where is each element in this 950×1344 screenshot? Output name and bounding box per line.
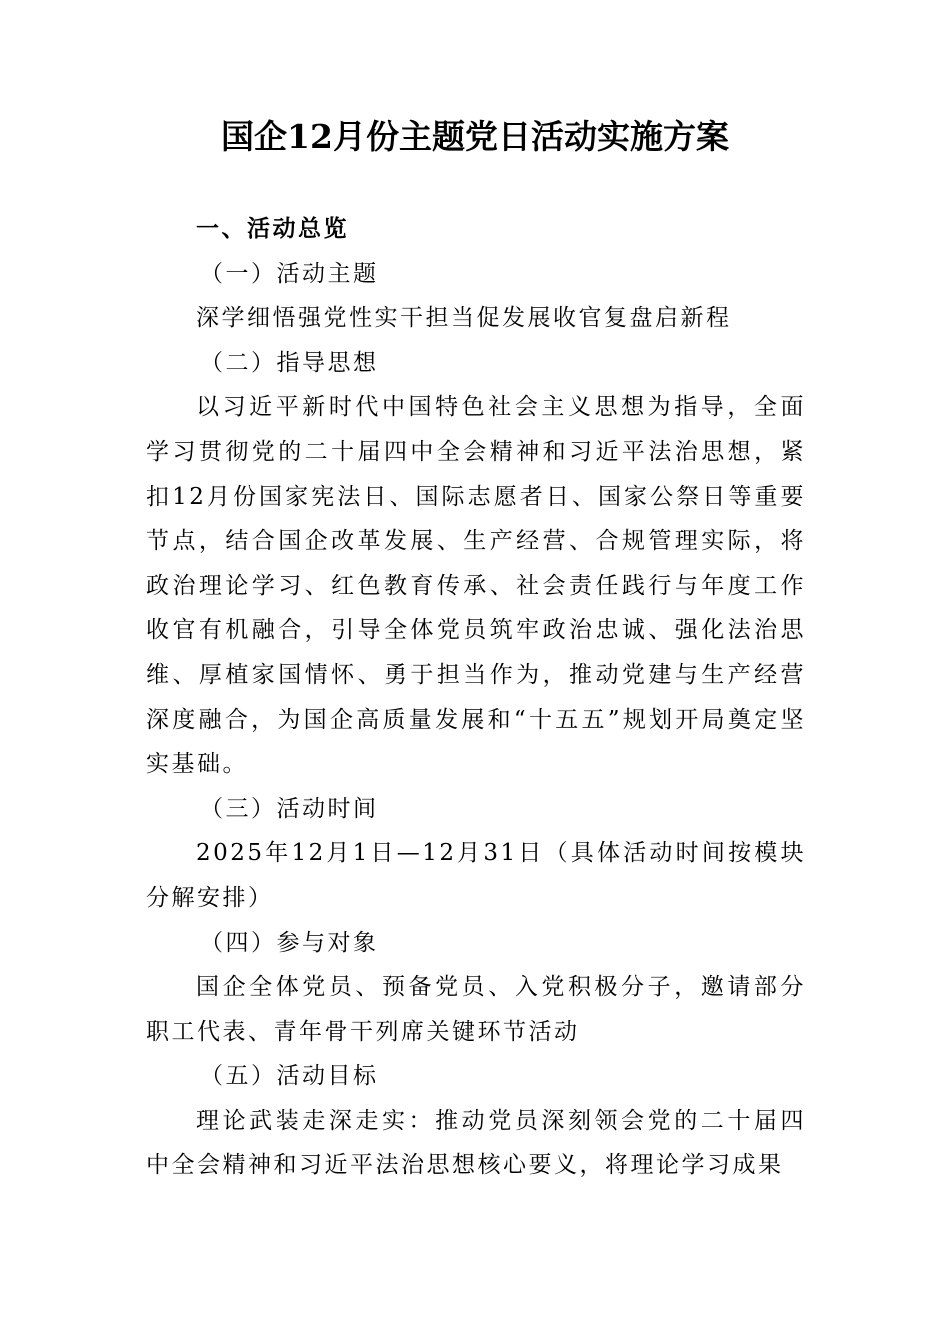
subsection-heading: （一）活动主题	[200, 260, 379, 287]
paragraph: 国企全体党员、预备党员、入党积极分子，邀请部分职工代表、青年骨干列席关键环节活动	[146, 974, 806, 1045]
paragraph: 深学细悟强党性实干担当促发展收官复盘启新程	[196, 305, 732, 332]
subsection-heading: （三）活动时间	[200, 795, 379, 822]
paragraph: 2025年12月1日—12月31日（具体活动时间按模块分解安排）	[146, 840, 806, 911]
subsection-heading: （四）参与对象	[200, 929, 379, 956]
paragraph: 以习近平新时代中国特色社会主义思想为指导，全面学习贯彻党的二十届四中全会精神和习近平法治思想，紧扣12月份国家宪法日、国际志愿者日、国家公祭日等重要节点，结合国企改革发展、生产经营、合规管理实际，将政治理论学习、红色教育传承、社会责任践行与年度工作收官有机融合，引导全体党员筑牢政治忠诚、强化法治思维、厚植家国情怀、勇于担当作为，推动党建与生产经营深度融合，为国企高质量发展和“十五五”规划开局奠定坚实基础。	[146, 394, 806, 778]
document-body	[146, 207, 806, 1188]
section-heading: 一、活动总览	[196, 215, 349, 242]
subsection-heading: （五）活动目标	[200, 1063, 379, 1090]
paragraph: 理论武装走深走实：推动党员深刻领会党的二十届四中全会精神和习近平法治思想核心要义，将理论学习成果	[146, 1107, 806, 1179]
subsection-heading: （二）指导思想	[200, 349, 379, 376]
document-title: 国企12月份主题党日活动实施方案	[221, 117, 729, 156]
